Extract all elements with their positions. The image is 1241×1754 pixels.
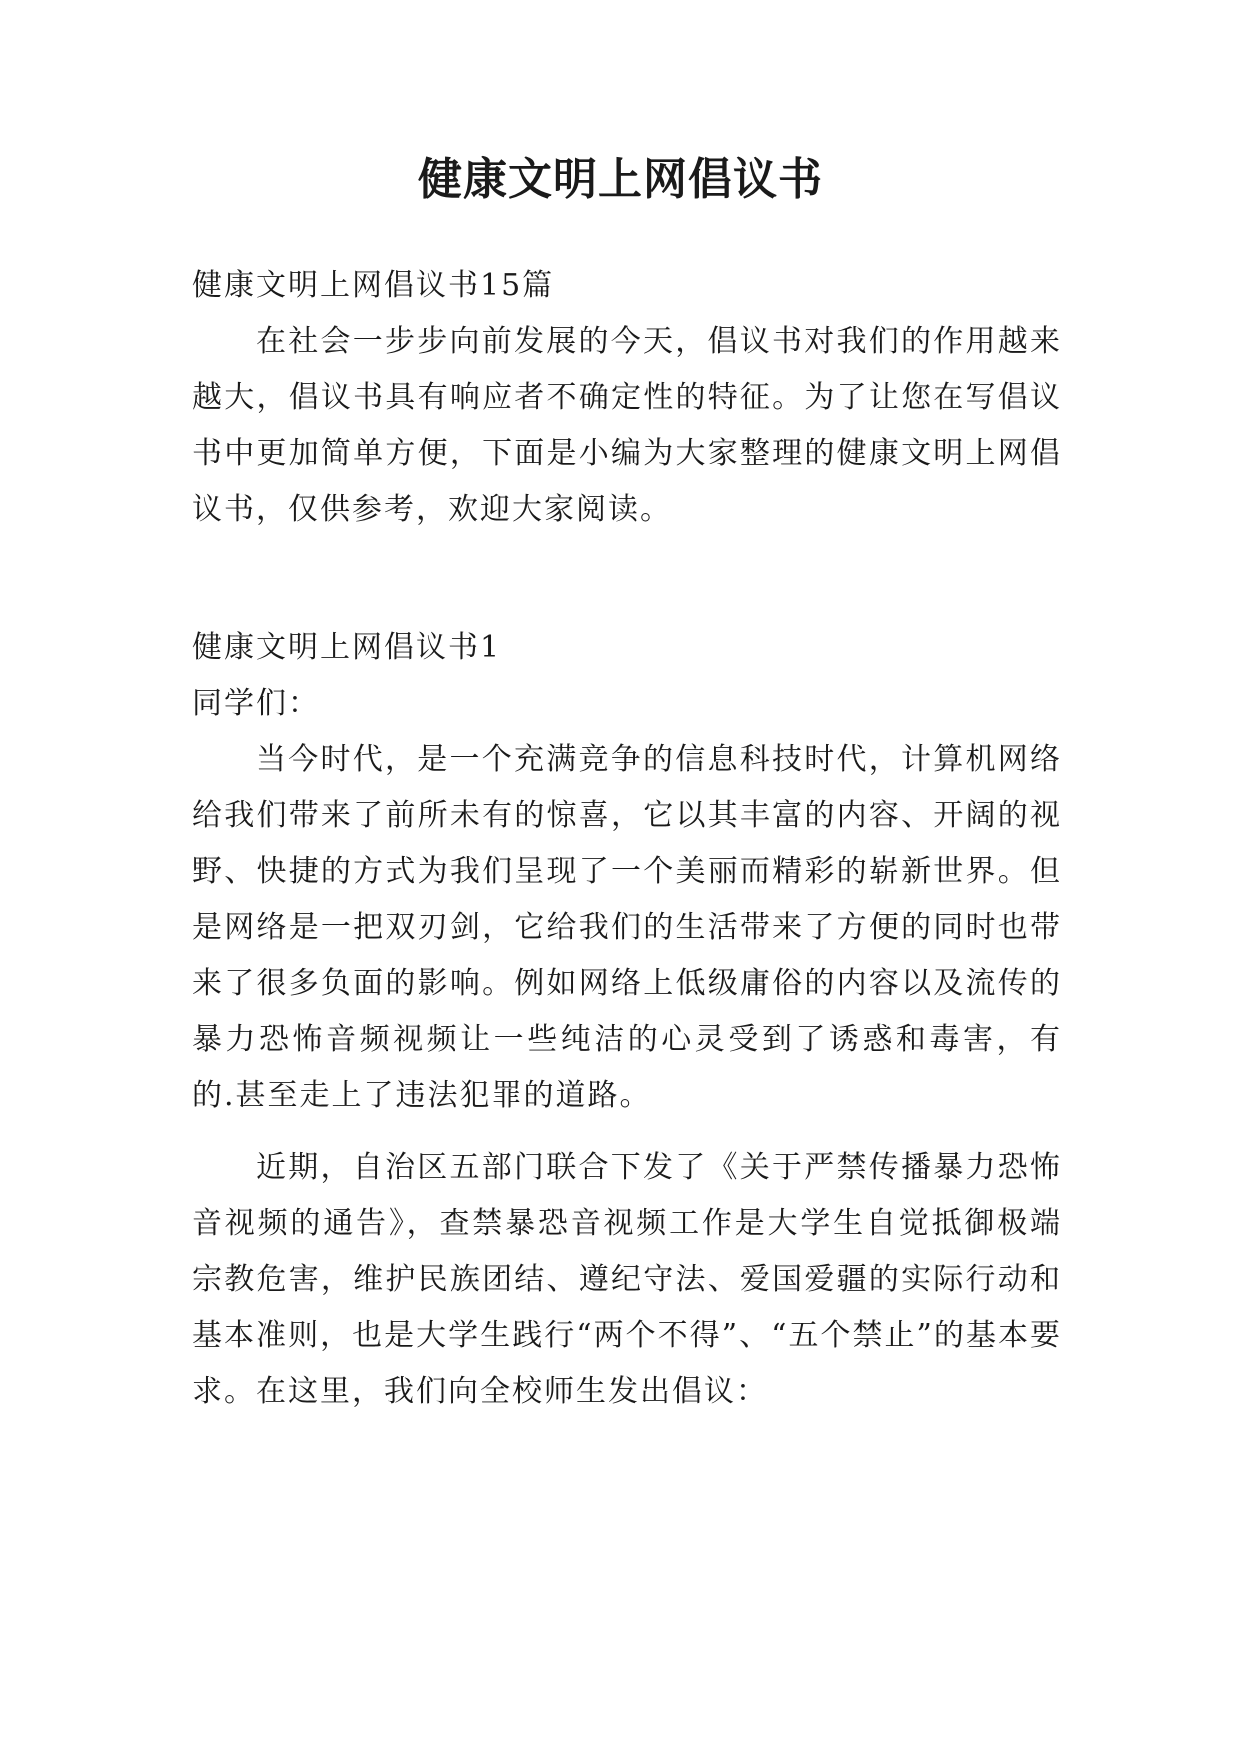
document-title: 健康文明上网倡议书 bbox=[418, 154, 823, 205]
section-1-part-2 bbox=[192, 1140, 1062, 1420]
section-1 bbox=[192, 620, 1062, 1124]
section-1-heading: 健康文明上网倡议书1 bbox=[192, 630, 502, 665]
section-1-paragraph-2: 近期，自治区五部门联合下发了《关于严禁传播暴力恐怖音视频的通告》，查禁暴恐音视频工作是大学生自觉抵御极端宗教危害，维护民族团结、遵纪守法、爱国爱疆的实际行动和基本准则，也是大学生践行“两个不得”、“五个禁止”的基本要求。在这里，我们向全校师生发出倡议： bbox=[192, 1150, 1062, 1409]
section-1-greeting: 同学们： bbox=[192, 686, 320, 721]
section-1-paragraph-1: 当今时代，是一个充满竞争的信息科技时代，计算机网络给我们带来了前所未有的惊喜，它以其丰富的内容、开阔的视野、快捷的方式为我们呈现了一个美丽而精彩的崭新世界。但是网络是一把双刃剑，它给我们的生活带来了方便的同时也带来了很多负面的影响。例如网络上低级庸俗的内容以及流传的暴力恐怖音频视频让一些纯洁的心灵受到了诱惑和毒害，有的.甚至走上了违法犯罪的道路。 bbox=[192, 742, 1062, 1113]
document-subtitle: 健康文明上网倡议书15篇 bbox=[192, 268, 555, 303]
subtitle-block bbox=[192, 258, 1062, 314]
intro-paragraph: 在社会一步步向前发展的今天，倡议书对我们的作用越来越大，倡议书具有响应者不确定性的特征。为了让您在写倡议书中更加简单方便，下面是小编为大家整理的健康文明上网倡议书，仅供参考，欢迎大家阅读。 bbox=[192, 324, 1062, 527]
intro-block bbox=[192, 314, 1062, 538]
